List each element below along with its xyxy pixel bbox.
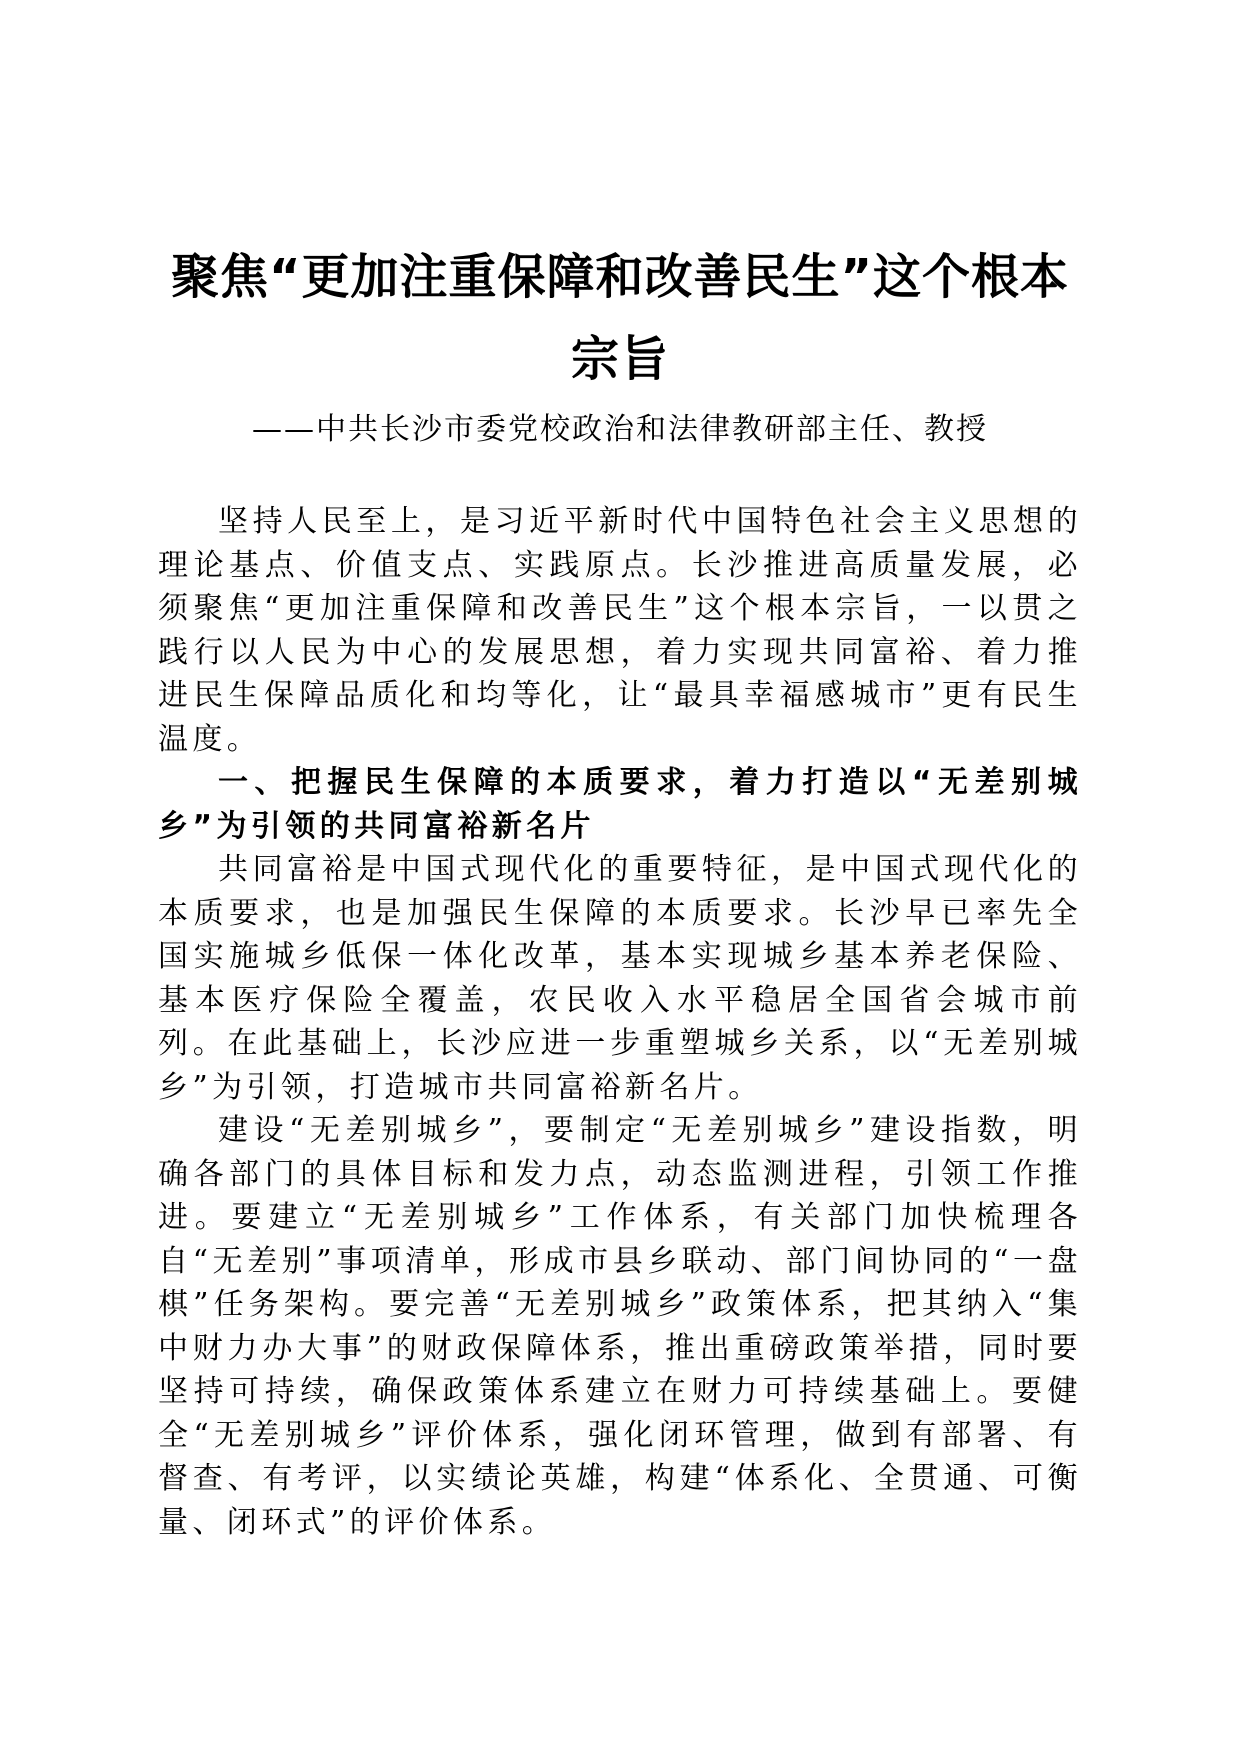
document-page bbox=[158, 236, 1082, 1544]
body-paragraph: 坚持人民至上，是习近平新时代中国特色社会主义思想的理论基点、价值支点、实践原点。长沙推进高质量发展，必须聚焦“更加注重保障和改善民生”这个根本宗旨，一以贯之践行以人民为中心的发展思想，着力实现共同富裕、着力推进民生保障品质化和均等化，让“最具幸福感城市”更有民生温度。 bbox=[158, 504, 1082, 757]
body-paragraph: 共同富裕是中国式现代化的重要特征，是中国式现代化的本质要求，也是加强民生保障的本质要求。长沙早已率先全国实施城乡低保一体化改革，基本实现城乡基本养老保险、基本医疗保险全覆盖，农民收入水平稳居全国省会城市前列。在此基础上，长沙应进一步重塑城乡关系，以“无差别城乡”为引领，打造城市共同富裕新名片。 bbox=[158, 852, 1082, 1105]
body-paragraph: 建设“无差别城乡”，要制定“无差别城乡”建设指数，明确各部门的具体目标和发力点，动态监测进程，引领工作推进。要建立“无差别城乡”工作体系，有关部门加快梳理各自“无差别”事项清单，形成市县乡联动、部门间协同的“一盘棋”任务架构。要完善“无差别城乡”政策体系，把其纳入“集中财力办大事”的财政保障体系，推出重磅政策举措，同时要坚持可持续，确保政策体系建立在财力可持续基础上。要健全“无差别城乡”评价体系，强化闭环管理，做到有部署、有督查、有考评，以实绩论英雄，构建“体系化、全贯通、可衡量、闭环式”的评价体系。 bbox=[158, 1113, 1082, 1540]
document-body bbox=[158, 500, 1082, 1544]
section-heading: 一、把握民生保障的本质要求，着力打造以“无差别城乡”为引领的共同富裕新名片 bbox=[158, 765, 1082, 844]
document-subtitle: ——中共长沙市委党校政治和法律教研部主任、教授 bbox=[252, 412, 988, 447]
document-title: 聚焦“更加注重保障和改善民生”这个根本宗旨 bbox=[170, 249, 1070, 387]
